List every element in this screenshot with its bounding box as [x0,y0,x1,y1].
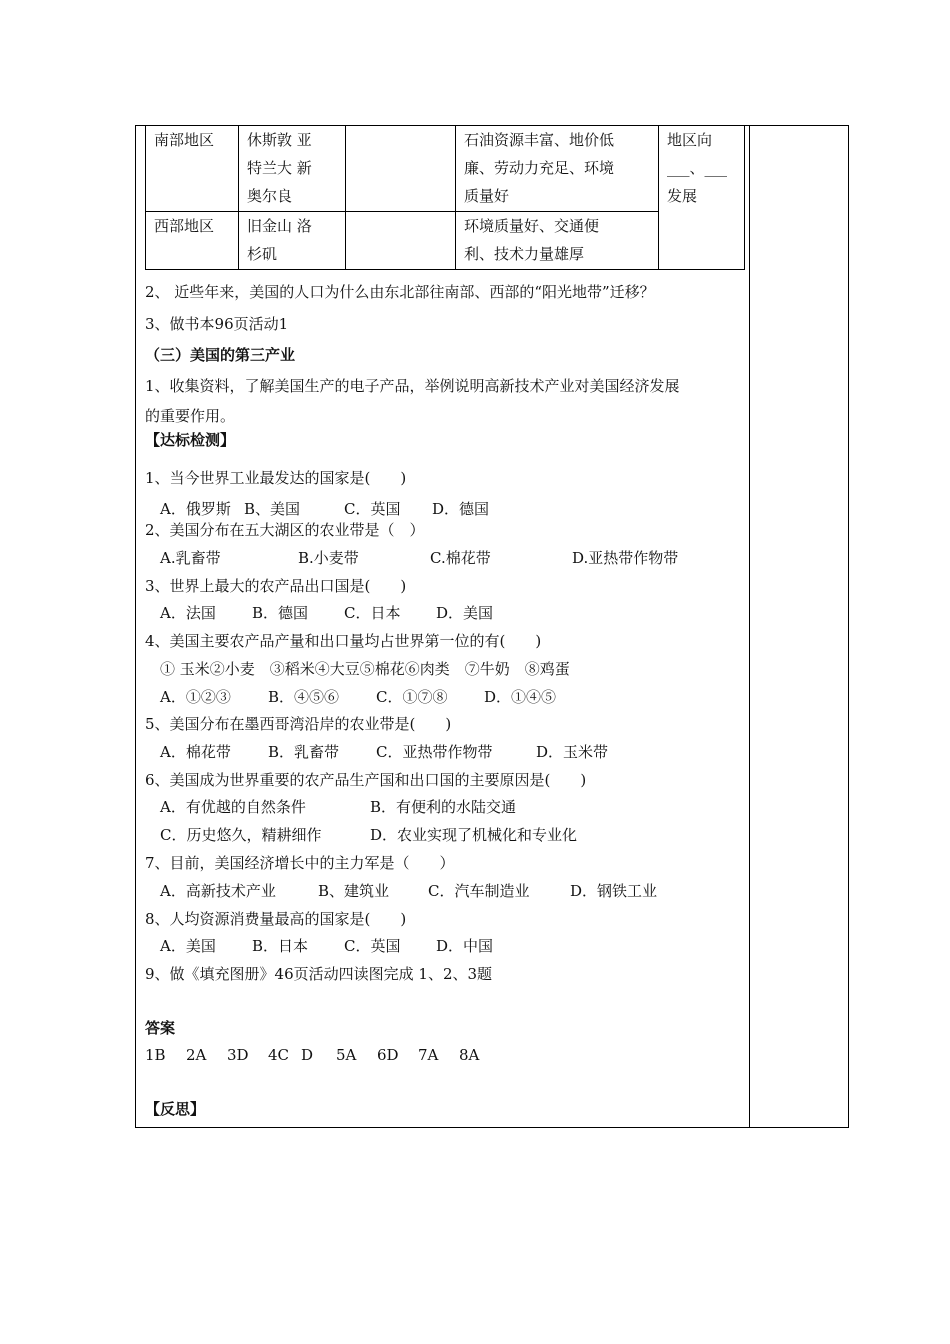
option: D．德国 [432,500,490,518]
option: A．法国 [160,604,216,622]
table-row [146,126,745,212]
region-table [145,125,745,270]
cities-text: 旧金山 洛 杉矶 [247,217,312,263]
question-9: 9、做《填充图册》46页活动四读图完成 1、2、3题 [145,965,493,983]
option: B．乳畜带 [268,743,340,761]
table-row [146,212,745,270]
trend-cell [659,126,745,270]
answer: 5A [336,1046,357,1064]
conditions-cell [456,126,659,212]
section-3-question-line-1: 1、收集资料，了解美国生产的电子产品，举例说明高新技术产业对美国经济发展 [145,377,680,395]
option: A．俄罗斯 [160,500,231,518]
option: A．①②③ [160,688,231,706]
option: B、建筑业 [318,882,390,900]
option: A．有优越的自然条件 [160,798,306,816]
conditions-text: 石油资源丰富、地价低 廉、劳动力充足、环境 质量好 [464,131,615,205]
cities-cell [239,126,346,212]
section-3-title: （三）美国的第三产业 [145,346,296,364]
answer: 4C [268,1046,290,1064]
option: B.小麦带 [298,549,359,567]
option: C．日本 [344,604,401,622]
right-column-divider [749,126,750,1127]
answer: 6D [377,1046,399,1064]
conditions-cell [456,212,659,270]
question-stem: 6、美国成为世界重要的农产品生产国和出口国的主要原因是( ) [145,771,587,789]
region-name: 南部地区 [154,131,215,149]
option: B．④⑤⑥ [268,688,340,706]
question-options [160,742,608,762]
option: D.亚热带作物带 [572,549,679,567]
question-stem: 7、目前，美国经济增长中的主力军是（ ） [145,854,455,872]
option: A.乳畜带 [160,549,221,567]
cities-text: 休斯敦 亚 特兰大 新 奥尔良 [247,131,312,205]
reflection-title: 【反思】 [145,1100,206,1118]
option: C．①⑦⑧ [376,688,448,706]
option: B．日本 [252,937,309,955]
question-stem: 4、美国主要农产品产量和出口量均占世界第一位的有( ) [145,632,542,650]
option: A．高新技术产业 [160,882,276,900]
option: D．农业实现了机械化和专业化 [370,826,578,844]
industry-cell [346,212,456,270]
answer: 2A [186,1046,207,1064]
region-cell [146,212,239,270]
section-3-question-line-2: 的重要作用。 [145,407,236,425]
option: A．美国 [160,937,216,955]
cities-cell [239,212,346,270]
industry-cell [346,126,456,212]
option: D．钢铁工业 [570,882,658,900]
option: C．历史悠久，精耕细作 [160,826,322,844]
test-title: 【达标检测】 [145,431,236,449]
question-options [160,603,493,623]
question-stem: 3、世界上最大的农产品出口国是( ) [145,577,407,595]
answer: 3D [227,1046,249,1064]
option: A．棉花带 [160,743,231,761]
region-name: 西部地区 [154,217,215,235]
question-options [160,825,577,845]
question-2: 2、 近些年来，美国的人口为什么由东北部往南部、西部的“阳光地带”迁移？ [145,283,655,301]
answer: D [301,1046,314,1064]
answer: 8A [459,1046,480,1064]
answer-list [145,1045,479,1065]
option: C．汽车制造业 [428,882,530,900]
option: C.棉花带 [430,549,491,567]
question-options [160,881,657,901]
question-sub-items: ① 玉米②小麦 ③稻米④大豆⑤棉花⑥肉类 ⑦牛奶 ⑧鸡蛋 [160,660,570,678]
question-stem: 1、当今世界工业最发达的国家是( ) [145,469,407,487]
question-options [160,797,516,817]
option: B．德国 [252,604,309,622]
conditions-text: 环境质量好、交通便 利、技术力量雄厚 [464,217,600,263]
option: B、美国 [244,500,301,518]
option: D．中国 [436,937,494,955]
option: C．英国 [344,500,401,518]
answer: 7A [418,1046,439,1064]
question-stem: 5、美国分布在墨西哥湾沿岸的农业带是( ) [145,715,452,733]
question-options [160,936,493,956]
option: D．玉米带 [536,743,609,761]
question-options [160,548,678,568]
answer-title: 答案 [145,1019,176,1037]
region-cell [146,126,239,212]
question-options [160,499,489,519]
trend-text: 地区向 ___、___ 发展 [667,131,728,205]
question-stem: 2、美国分布在五大湖区的农业带是（ ） [145,521,425,539]
option: C．亚热带作物带 [376,743,493,761]
option: D．美国 [436,604,494,622]
question-options [160,687,556,707]
question-3: 3、做书本96页活动1 [145,315,289,333]
answer: 1B [145,1046,166,1064]
option: B．有便利的水陆交通 [370,798,517,816]
option: C．英国 [344,937,401,955]
question-stem: 8、人均资源消费量最高的国家是( ) [145,910,407,928]
option: D．①④⑤ [484,688,557,706]
